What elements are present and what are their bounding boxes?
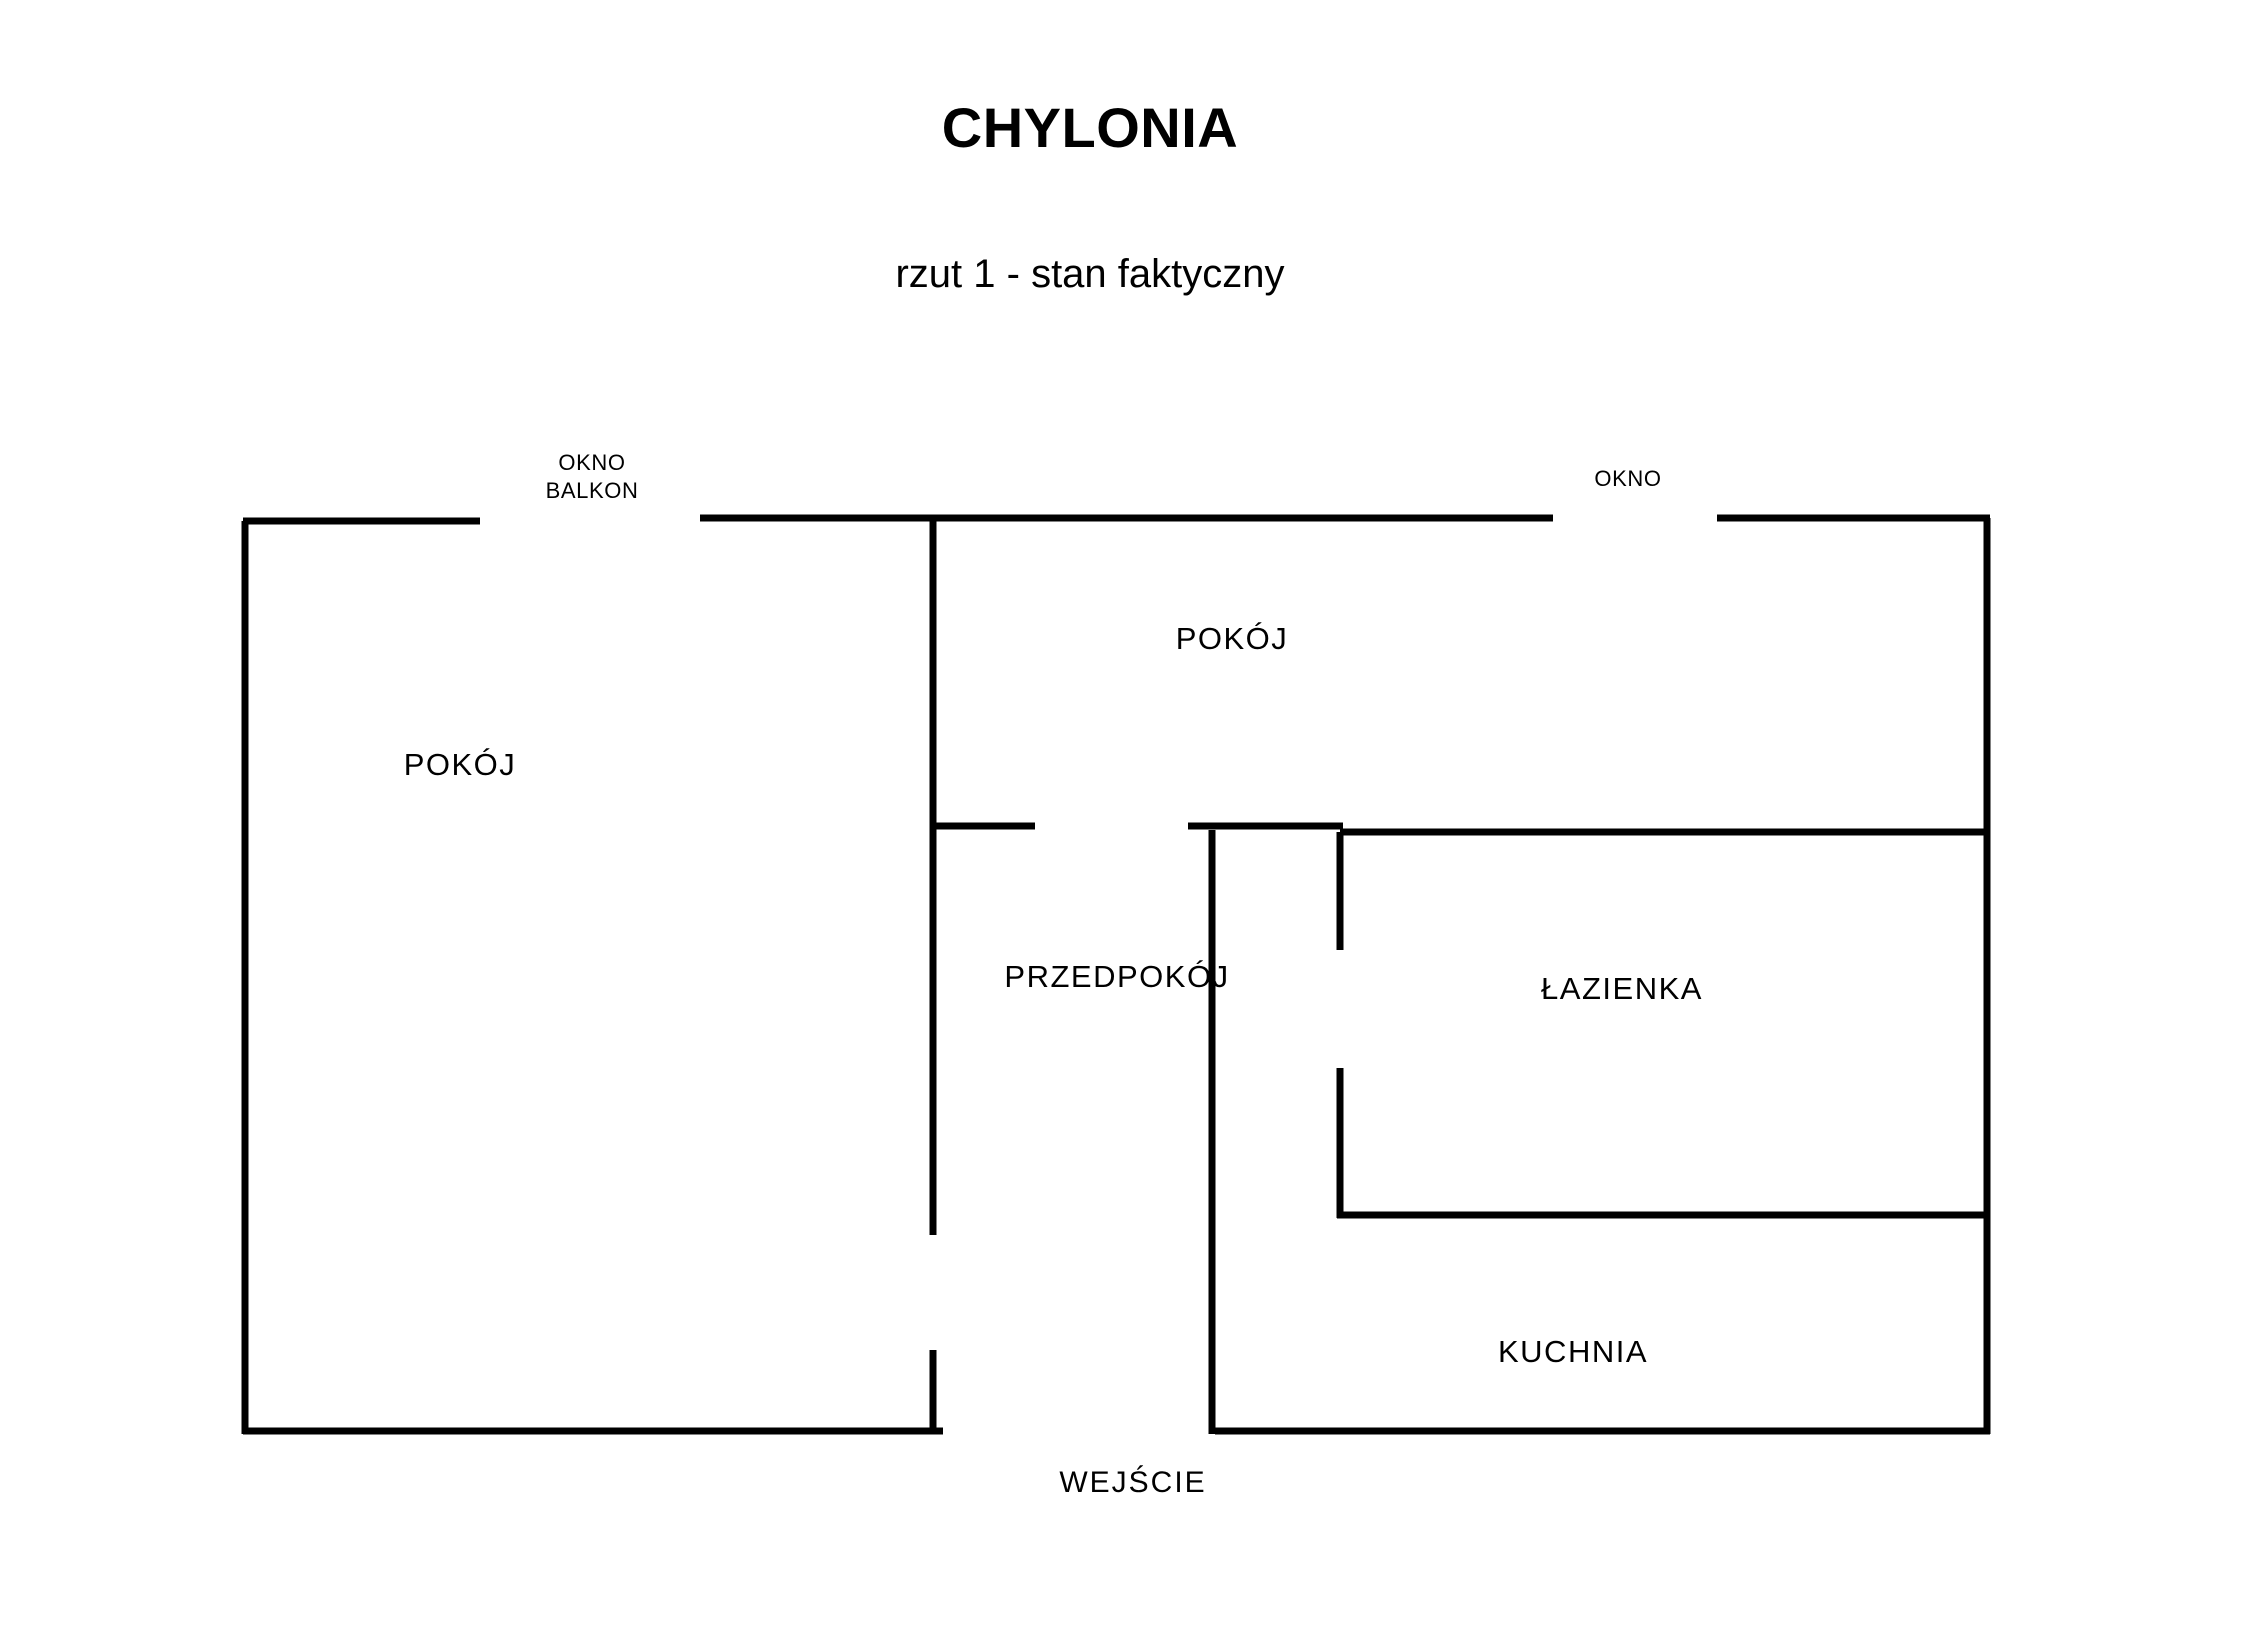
entrance-label: WEJŚCIE [1059,1466,1207,1499]
annotation-okno-balkon-line1: OKNO [558,450,626,475]
room-label-pokoj-right: POKÓJ [1175,621,1289,656]
annotation-okno: OKNO [1594,466,1662,491]
annotation-okno-balkon-line2: BALKON [545,477,639,503]
page-subtitle: rzut 1 - stan faktyczny [895,252,1285,296]
page-title: CHYLONIA [941,96,1239,159]
room-label-lazienka: ŁAZIENKA [1541,971,1703,1006]
room-label-przedpokoj: PRZEDPOKÓJ [1004,959,1230,994]
room-label-kuchnia: KUCHNIA [1497,1334,1649,1369]
room-label-pokoj-left: POKÓJ [403,747,517,782]
annotation-okno-balkon [546,449,639,504]
